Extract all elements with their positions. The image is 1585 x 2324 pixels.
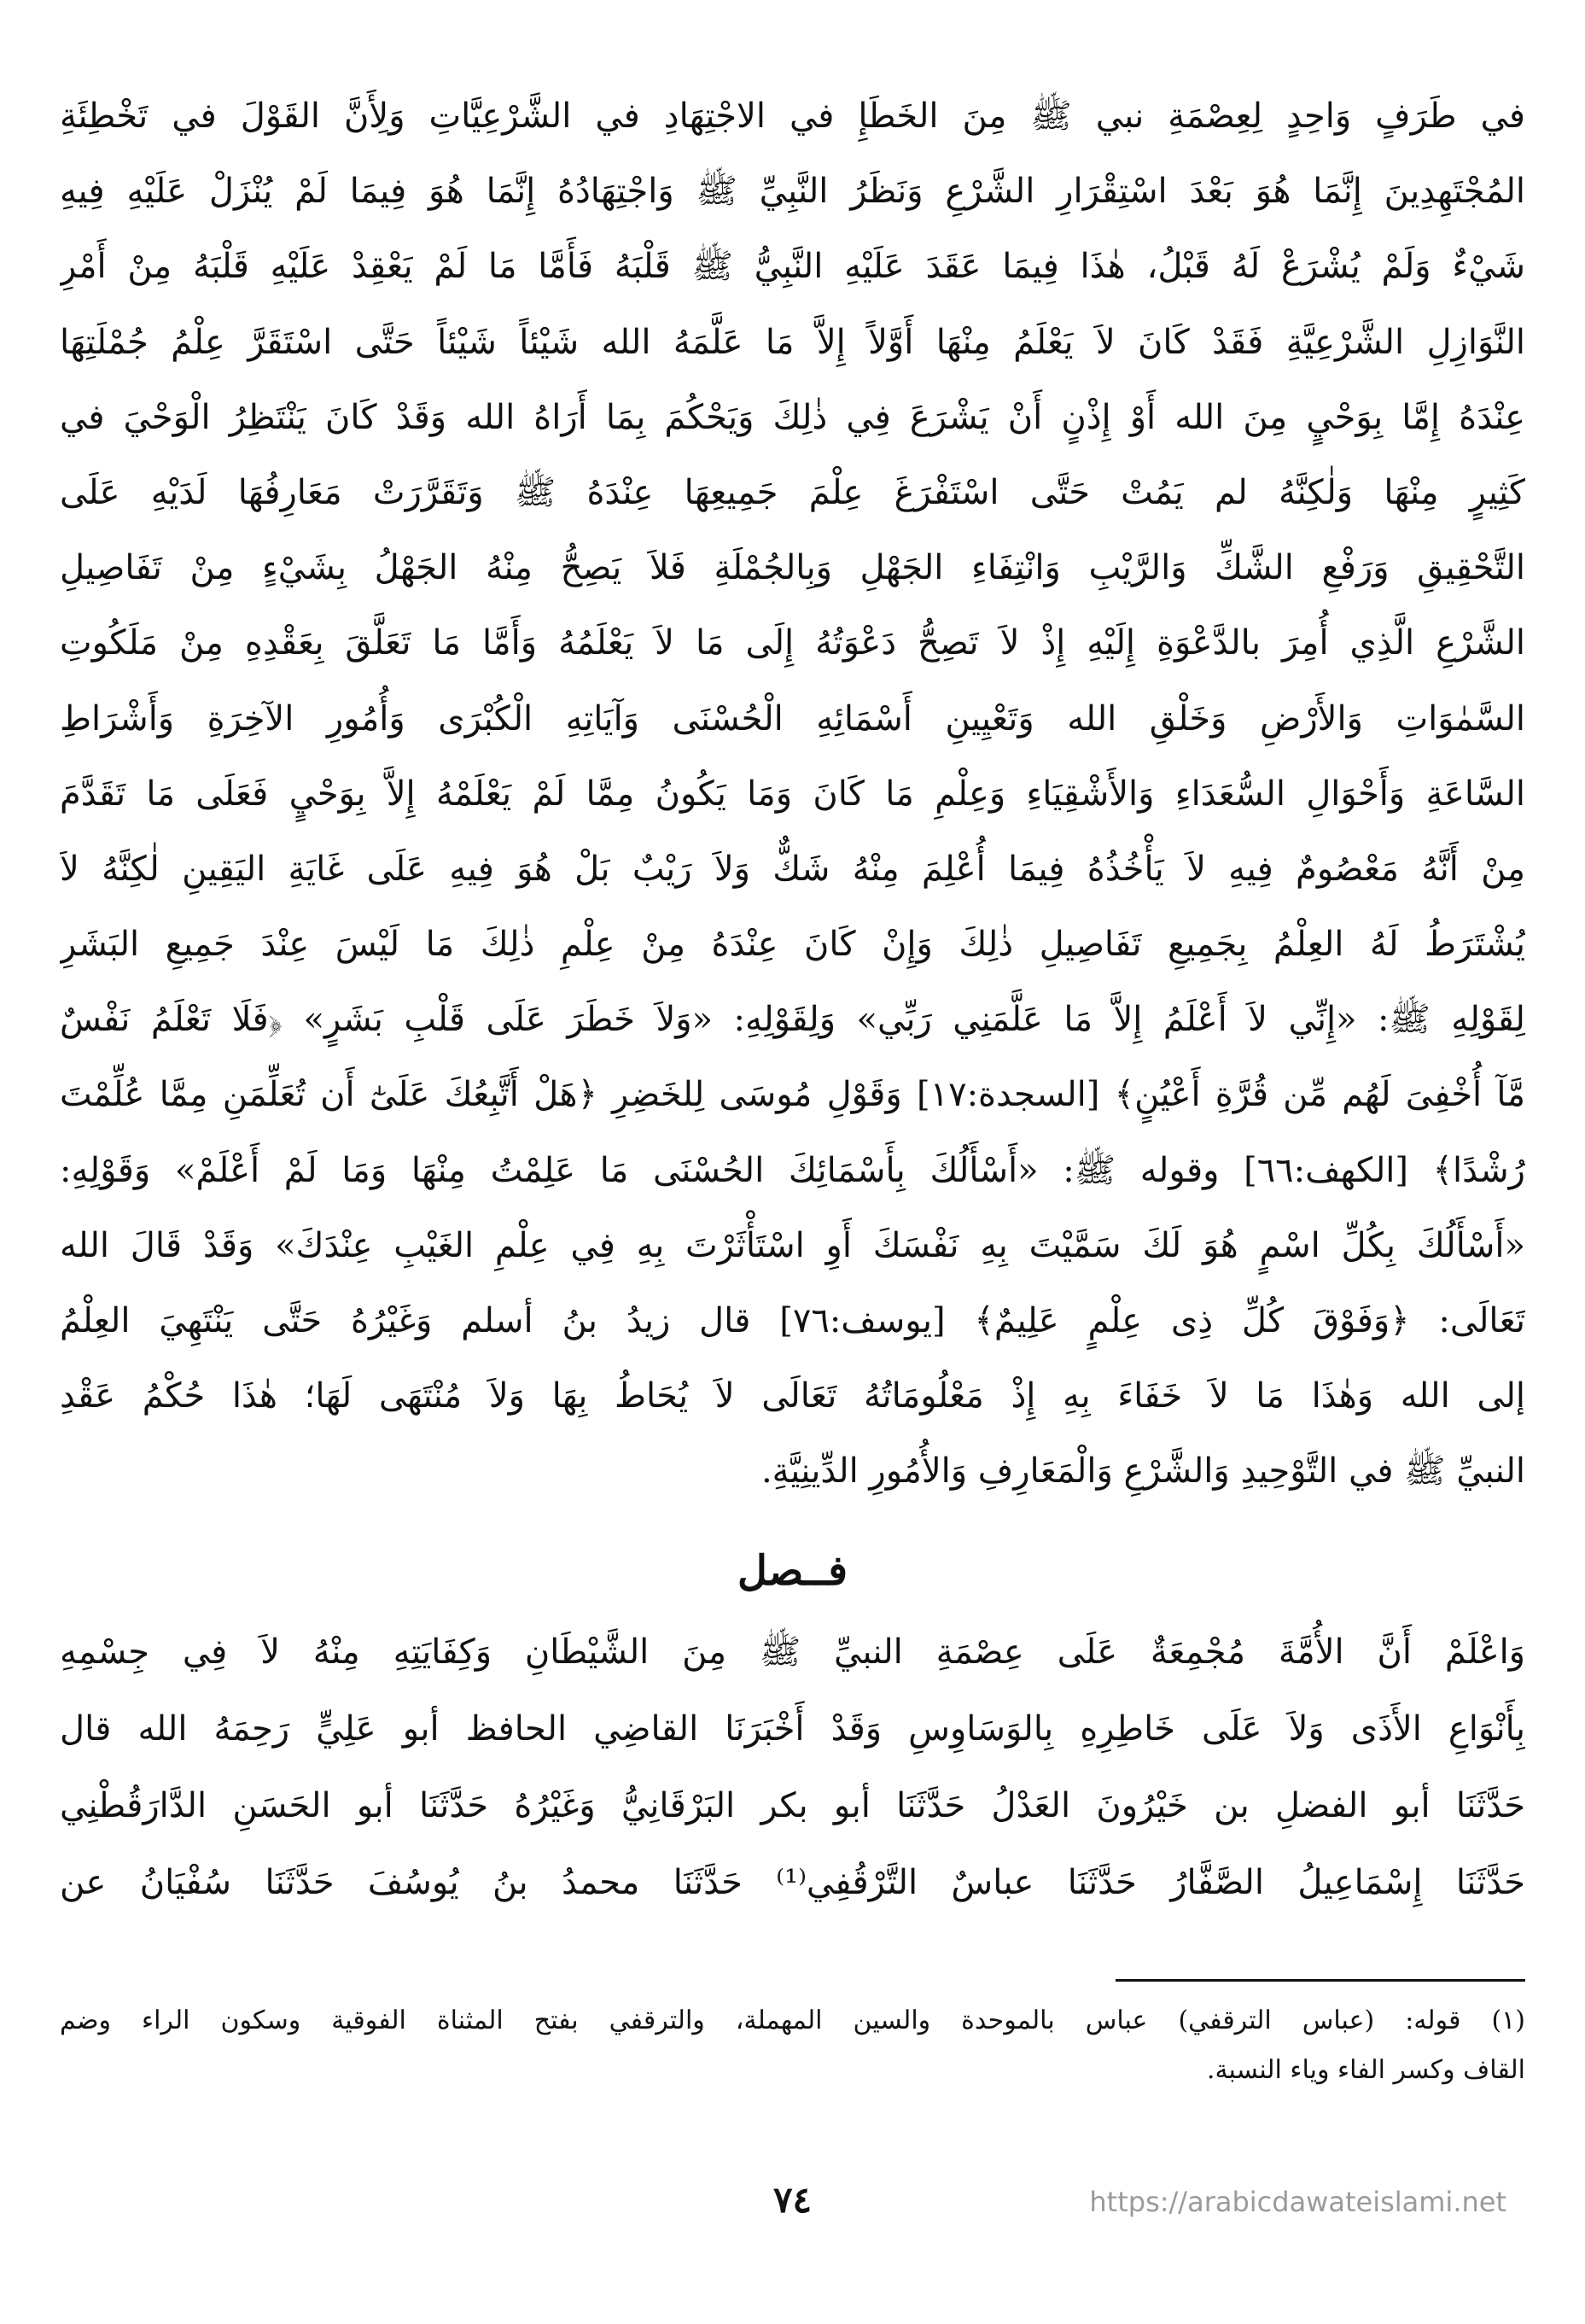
footnotes [60,1996,1525,2095]
text-line: الشَّرْعِ الَّذِي أُمِرَ بالدَّعْوَةِ إِلَيْهِ إِذْ لاَ تَصِحُّ دَعْوَتُهُ إِلَى مَا لاَ يَعْلَمُهُ وَأَمَّا مَا تَعَلَّقَ بِعَقْدِهِ مِنْ مَلَكُوتِ [60,623,1525,663]
text-line: النبيِّ ﷺ في التَّوْحِيدِ وَالشَّرْعِ وَالْمَعَارِفِ وَالأُمُورِ الدِّينِيَّةِ. [760,1451,1525,1492]
text-line: في طَرَفٍ وَاحِدٍ لِعِصْمَةِ نبي ﷺ مِنَ الخَطَإِ في الاجْتِهَادِ في الشَّرْعِيَّاتِ وَلِأَنَّ القَوْلَ في تَخْطِئَةِ [60,96,1525,136]
text-line: رُشْدًا﴾ [الكهف:٦٦] وقوله ﷺ: «أَسْأَلُكَ بِأَسْمَائِكَ الحُسْنَى مَا عَلِمْتُ مِنْهَا وَمَا لَمْ أَعْلَمْ» وَقَوْلِهِ: [60,1150,1525,1190]
section-heading: فــصل [737,1547,848,1595]
footnote-divider [1116,1979,1525,1982]
text-line: مِنْ أَنَّهُ مَعْصُومٌ فِيهِ لاَ يَأْخُذُهُ فِيمَا أُعْلِمَ مِنْهُ شَكٌّ وَلاَ رَيْبٌ بَلْ هُوَ فِيهِ عَلَى غَايَةِ اليَقِينِ لٰكِنَّهُ لاَ [60,849,1525,889]
text-line: عِنْدَهُ إِمَّا بِوَحْيٍ مِنَ الله أَوْ إِذْنٍ أَنْ يَشْرَعَ فِي ذٰلِكَ وَيَحْكُمَ بِمَا أَرَاهُ الله وَقَدْ كَانَ يَنْتَظِرُ الْوَحْيَ في [60,397,1525,437]
footnote-line: القاف وكسر الفاء وياء النسبة. [1206,2055,1525,2085]
text-line: بِأَنْوَاعِ الأَذَى وَلاَ عَلَى خَاطِرِهِ بِالوَسَاوِسِ وَقَدْ أَخْبَرَنَا القاضِي الحافظ أبو عَلِيٍّ رَحِمَهُ الله قال [60,1709,1525,1749]
page-number: ٧٤ [772,2179,813,2221]
text-line: كَثِيرٍ مِنْهَا وَلٰكِنَّهُ لم يَمُتْ حَتَّى اسْتَفْرَغَ عِلْمَ جَمِيعِهَا عِنْدَهُ ﷺ وَتَقَرَّرَتْ مَعَارِفُهَا لَدَيْهِ عَلَى [60,472,1525,512]
section-text-block [60,1614,1525,1921]
text-line: السَّاعَةِ وَأَحْوَالِ السُّعَدَاءِ وَالأَشْقِيَاءِ وَعِلْمِ مَا كَانَ وَمَا يَكُونُ مِمَّا لَمْ يَعْلَمْهُ إِلاَّ بِوَحْيٍ فَعَلَى مَا تَقَدَّمَ [60,774,1525,814]
text-line: حَدَّثَنَا أبو الفضلِ بن خَيْرُونَ العَدْلُ حَدَّثَنَا أبو بكر البَرْقَانِيُّ وَغَيْرُهُ حَدَّثَنَا أبو الحَسَنِ الدَّارَقُطْنِي [60,1786,1525,1825]
text-line: السَّمٰوَاتِ وَالأَرْضِ وَخَلْقِ الله وَتَعْيِينِ أَسْمَائِهِ الْحُسْنَى وَآيَاتِهِ الْكُبْرَى وَأُمُورِ الآخِرَةِ وَأَشْرَاطِ [60,698,1525,739]
text-line: مَّآ أُخْفِىَ لَهُم مِّن قُرَّةِ أَعْيُنٍ﴾ [السجدة:١٧] وَقَوْلِ مُوسَى لِلخَضِرِ ﴿هَلْ أَتَّبِعُكَ عَلَىٰٓ أَن تُعَلِّمَنِ مِمَّا عُلِّمْتَ [60,1075,1525,1115]
text-line: «أَسْأَلُكَ بِكُلِّ اسْمٍ هُوَ لَكَ سَمَّيْتَ بِهِ نَفْسَكَ أَوِ اسْتَأْثَرْتَ بِهِ فِي عِلْمِ الغَيْبِ عِنْدَكَ» وَقَدْ قَالَ الله [60,1225,1525,1265]
text-line: تَعَالَى: ﴿وَفَوْقَ كُلِّ ذِى عِلْمٍ عَلِيمٌ﴾ [يوسف:٧٦] قال زيدُ بنُ أسلم وَغَيْرُهُ حَتَّى يَنْتَهِيَ العِلْمُ [60,1301,1525,1340]
text-line: لِقَوْلِهِ ﷺ: «إِنِّي لاَ أَعْلَمُ إِلاَّ مَا عَلَّمَنِي رَبِّي» وَلِقَوْلِهِ: «وَلاَ خَطَرَ عَلَى قَلْبِ بَشَرٍ» ﴿فَلَا تَعْلَمُ نَفْسٌ [60,1000,1525,1040]
text-line: المُجْتَهِدِينَ إِنَّمَا هُوَ بَعْدَ اسْتِقْرَارِ الشَّرْعِ وَنَظَرُ النَّبِيِّ ﷺ وَاجْتِهَادُهُ إِنَّمَا هُوَ فِيمَا لَمْ يُنْزَلْ عَلَيْهِ فِيهِ [60,172,1525,212]
text-line: وَاعْلَمْ أَنَّ الأُمَّةَ مُجْمِعَةٌ عَلَى عِصْمَةِ النبيِّ ﷺ مِنَ الشَّيْطَانِ وَكِفَايَتِهِ مِنْهُ لاَ فِي جِسْمِهِ [60,1632,1525,1672]
text-line: حَدَّثَنَا إِسْمَاعِيلُ الصَّفَّارُ حَدَّثَنَا عباسٌ التَّرْقُفِي⁽¹⁾ حَدَّثَنَا محمدُ بنُ يُوسُفَ حَدَّثَنَا سُفْيَانُ عن [60,1863,1525,1902]
book-page [60,0,1525,2324]
main-text-block [60,79,1525,1509]
footnote-line: (١) قوله: (عباس الترقفي) عباس بالموحدة والسين المهملة، والترقفي بفتح المثناة الفوقية وسكون الراء وضم [60,2006,1525,2035]
text-line: إلى الله وَهٰذَا مَا لاَ خَفَاءَ بِهِ إِذْ مَعْلُومَاتُهُ تَعَالَى لاَ يُحَاطُ بِهَا وَلاَ مُنْتَهَى لَهَا؛ هٰذَا حُكْمُ عَقْدِ [60,1376,1525,1416]
text-line: يُشْتَرَطُ لَهُ العِلْمُ بِجَمِيعِ تَفَاصِيلِ ذٰلِكَ وَإِنْ كَانَ عِنْدَهُ مِنْ عِلْمِ ذٰلِكَ مَا لَيْسَ عِنْدَ جَمِيعِ البَشَرِ [60,925,1525,965]
text-line: شَيْءٌ وَلَمْ يُشْرَعْ لَهُ قَبْلُ، هٰذَا فِيمَا عَقَدَ عَلَيْهِ النَّبِيُّ ﷺ قَلْبَهُ فَأَمَّا مَا لَمْ يَعْقِدْ عَلَيْهِ قَلْبَهُ مِنْ أَمْرِ [60,247,1525,287]
watermark-url: https://arabicdawateislami.net [1089,2186,1506,2218]
text-line: التَّحْقِيقِ وَرَفْعِ الشَّكِّ وَالرَّيْبِ وَانْتِفَاءِ الجَهْلِ وَبِالجُمْلَةِ فَلاَ يَصِحُّ مِنْهُ الجَهْلُ بِشَيْءٍ مِنْ تَفَاصِيلِ [60,548,1525,588]
text-line: النَّوَازِلِ الشَّرْعِيَّةِ فَقَدْ كَانَ لاَ يَعْلَمُ مِنْهَا أَوَّلاً إِلاَّ مَا عَلَّمَهُ الله شَيْئاً شَيْئاً حَتَّى اسْتَقَرَّ عِلْمُ جُمْلَتِهَا [60,322,1525,362]
